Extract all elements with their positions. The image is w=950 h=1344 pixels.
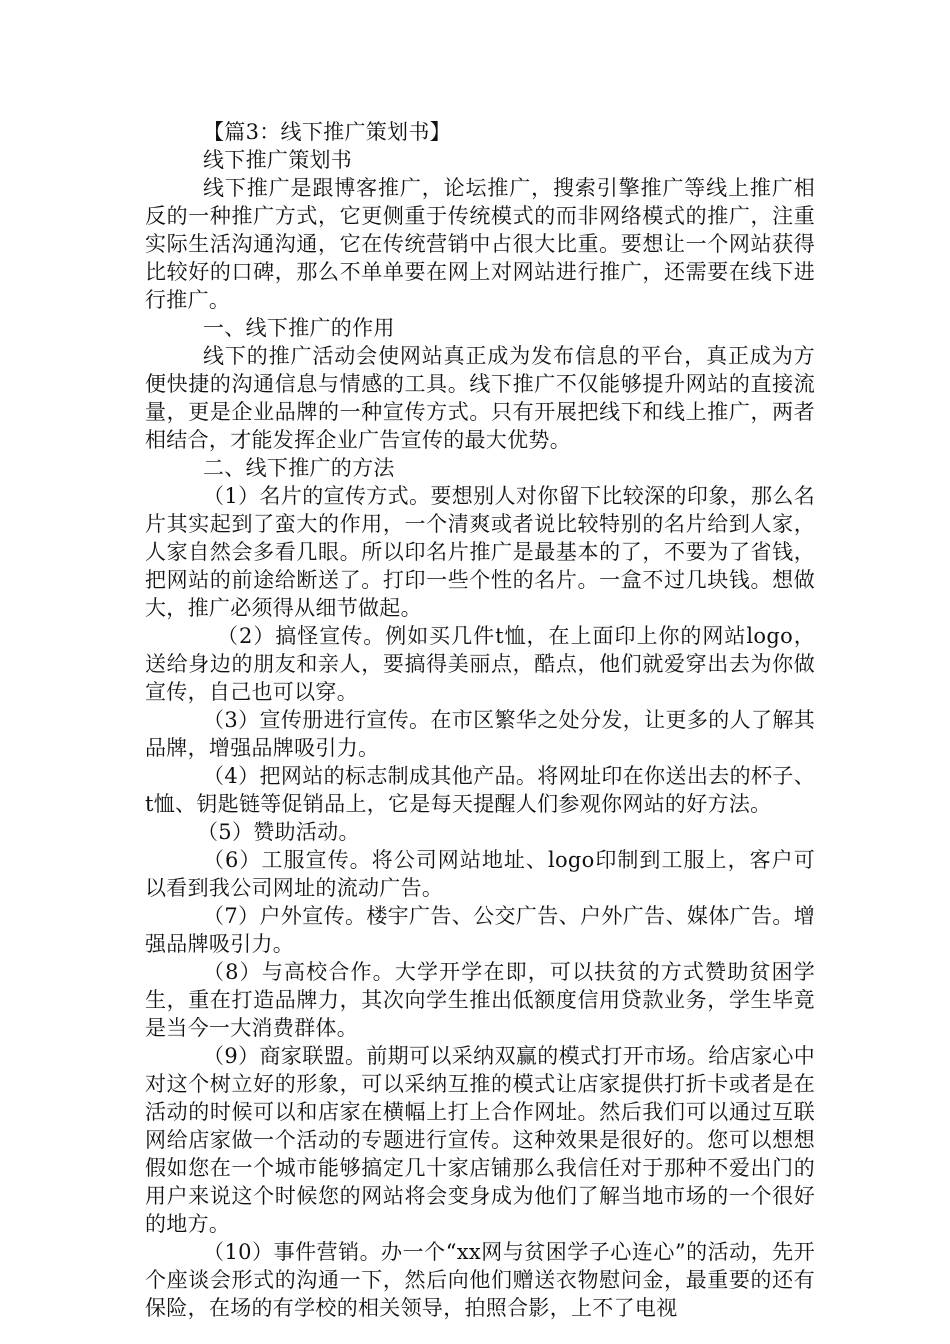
section-1-title: 一、线下推广的作用: [203, 316, 395, 340]
document-body: [145, 118, 815, 1322]
method-item-7: （7）户外宣传。楼宇广告、公交广告、户外广告、媒体广告。增强品牌吸引力。: [145, 904, 815, 956]
method-item-2: （2）搞怪宣传。例如买几件t恤，在上面印上你的网站logo，送给身边的朋友和亲人，要搞得美丽点，酷点，他们就爱穿出去为你做宣传，自己也可以穿。: [145, 624, 815, 704]
section-2-title: 二、线下推广的方法: [203, 456, 395, 480]
method-item-4: （4）把网站的标志制成其他产品。将网址印在你送出去的杯子、t恤、钥匙链等促销品上，它是每天提醒人们参观你网站的好方法。: [145, 764, 815, 816]
document-subtitle: 线下推广策划书: [203, 148, 353, 172]
method-item-6: （6）工服宣传。将公司网站地址、logo印制到工服上，客户可以看到我公司网址的流动广告。: [145, 848, 815, 900]
intro-paragraph: 线下推广是跟博客推广，论坛推广，搜索引擎推广等线上推广相反的一种推广方式，它更侧重于传统模式的而非网络模式的推广，注重实际生活沟通沟通，它在传统营销中占很大比重。要想让一个网站获得比较好的口碑，那么不单单要在网上对网站进行推广，还需要在线下进行推广。: [145, 176, 815, 312]
document-heading: 【篇3：线下推广策划书】: [203, 120, 451, 144]
method-item-3: （3）宣传册进行宣传。在市区繁华之处分发，让更多的人了解其品牌，增强品牌吸引力。: [145, 708, 815, 760]
section-1-paragraph: 线下的推广活动会使网站真正成为发布信息的平台，真正成为方便快捷的沟通信息与情感的工具。线下推广不仅能够提升网站的直接流量，更是企业品牌的一种宣传方式。只有开展把线下和线上推广，两者相结合，才能发挥企业广告宣传的最大优势。: [145, 344, 815, 452]
method-item-5: （5）赞助活动。: [197, 820, 360, 844]
method-item-1: （1）名片的宣传方式。要想别人对你留下比较深的印象，那么名片其实起到了蛮大的作用，一个清爽或者说比较特别的名片给到人家，人家自然会多看几眼。所以印名片推广是最基本的了，不要为了省钱，把网站的前途给断送了。打印一些个性的名片。一盒不过几块钱。想做大，推广必须得从细节做起。: [145, 484, 815, 620]
method-item-10: （10）事件营销。办一个“xx网与贫困学子心连心”的活动，先开个座谈会形式的沟通一下，然后向他们赠送衣物慰问金，最重要的还有保险，在场的有学校的相关领导，拍照合影，上不了电视: [145, 1240, 815, 1320]
method-item-8: （8）与高校合作。大学开学在即，可以扶贫的方式赞助贫困学生，重在打造品牌力，其次向学生推出低额度信用贷款业务，学生毕竟是当今一大消费群体。: [145, 960, 815, 1040]
method-item-9: （9）商家联盟。前期可以采纳双赢的模式打开市场。给店家心中对这个树立好的形象，可以采纳互推的模式让店家提供打折卡或者是在活动的时候可以和店家在横幅上打上合作网址。然后我们可以通过互联网给店家做一个活动的专题进行宣传。这种效果是很好的。您可以想想假如您在一个城市能够搞定几十家店铺那么我信任对于那种不爱出门的用户来说这个时候您的网站将会变身成为他们了解当地市场的一个很好的地方。: [145, 1044, 815, 1236]
